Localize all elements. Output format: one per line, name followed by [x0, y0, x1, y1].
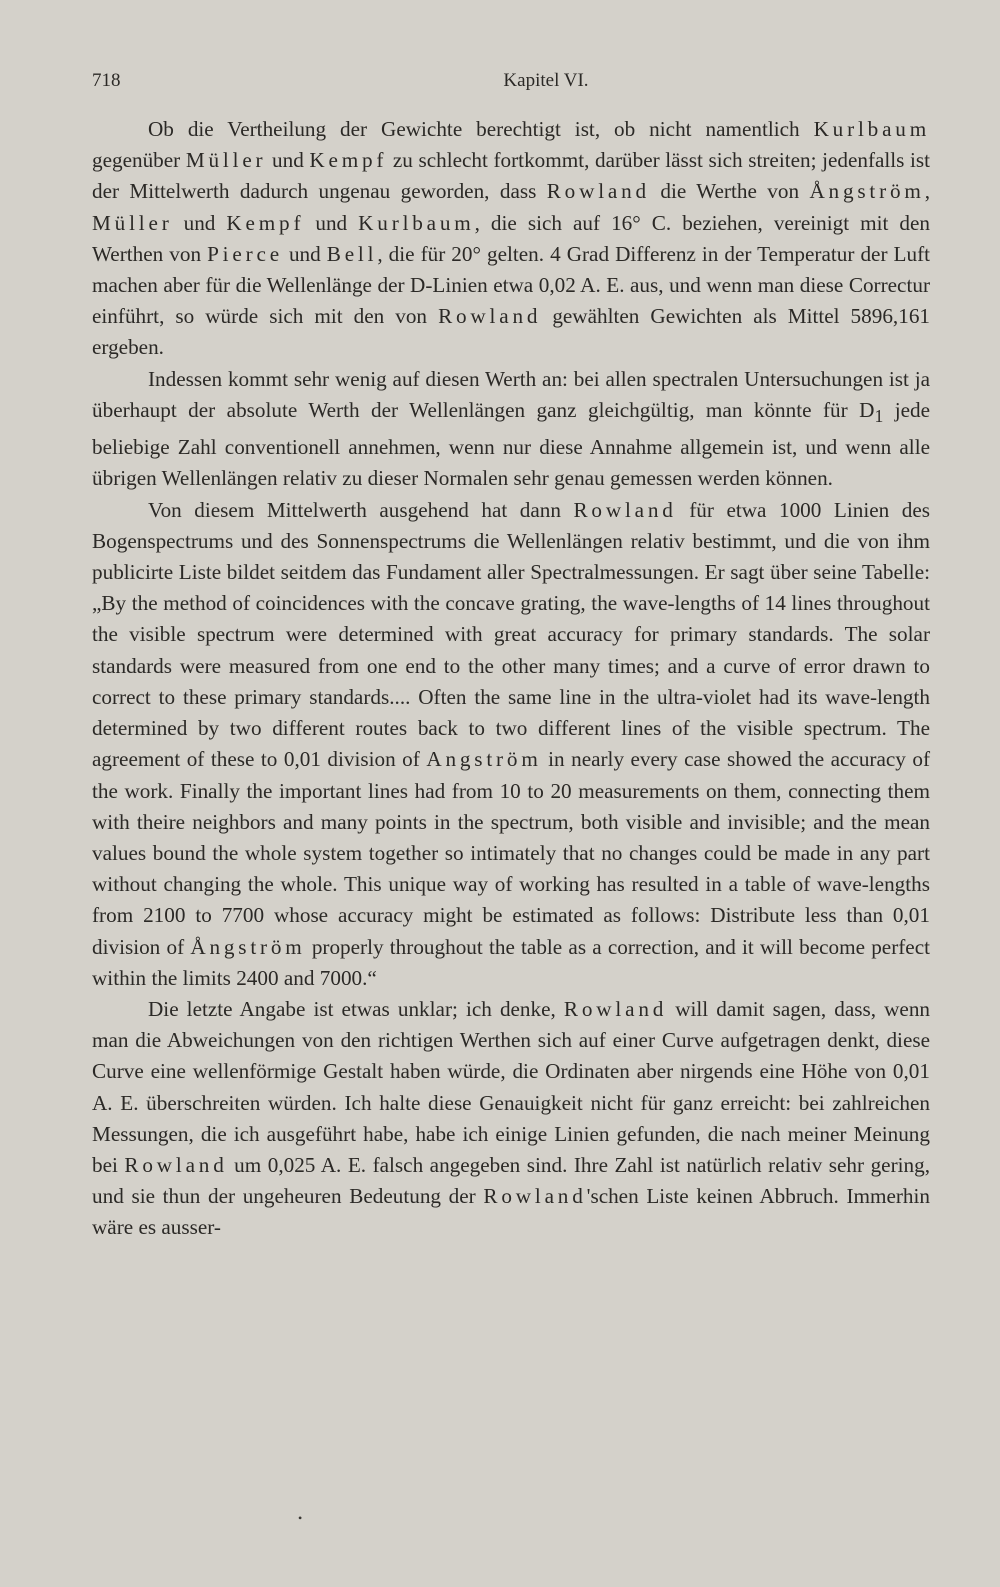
spaced-name: Angström — [426, 747, 542, 772]
spaced-name: Müller — [185, 148, 267, 173]
text-run: gegenüber — [92, 148, 181, 173]
text-run: jede beliebige Zahl conventionell annehmen, wenn nur diese Annahme allgemein ist, und wenn alle übrigen Wellenlängen relativ zu dieser Normalen sehr genau gemessen werden können. — [92, 397, 931, 491]
text-run: 'schen Liste keinen Abbruch. Immerhin wäre es ausser- — [92, 1184, 931, 1240]
spaced-name: Rowland — [483, 1184, 587, 1209]
spaced-name: Pierce — [207, 241, 283, 266]
text-run: gewählten Gewichten als Mittel 5896,161 ergeben. — [92, 304, 931, 360]
running-head: Kapitel VI. — [503, 70, 589, 91]
spaced-name: Ångström — [190, 934, 306, 959]
text-run: properly throughout the table as a correction, and it will become perfect within the limits 2400 and 7000.“ — [92, 934, 931, 990]
spaced-name: Rowland — [563, 996, 668, 1021]
text-run: in nearly every case showed the accuracy of the work. Finally the important lines had from 10 to 20 measurements on them, connecting them with theire neighbors and many points in the spectrum, both visible and invisible; and the mean values bound the whole system together so intimately that no changes could be made in any part without changing the whole. This unique way of working has resulted in a table of wave-lengths from 2100 to 7700 whose accuracy might be estimated as follows: Distribute less than 0,01 division of — [92, 747, 931, 959]
text-run: Von diesem Mittelwerth ausgehend hat dann — [148, 497, 561, 522]
spaced-name: Kempf — [309, 148, 388, 173]
paragraph-1 — [92, 114, 930, 364]
spaced-name: Kurlbaum — [813, 117, 930, 141]
spaced-name: Müller — [92, 210, 173, 235]
text-run: Ob die Vertheilung der Gewichte berechtigt ist, ob nicht namentlich — [148, 117, 800, 141]
text-run: die Werthe von — [660, 179, 800, 204]
spaced-name: Kurlbaum — [358, 210, 475, 235]
body-text — [92, 114, 930, 1244]
paragraph-2 — [92, 364, 930, 495]
spaced-name: Rowland — [546, 179, 650, 204]
text-run: um 0,025 A. E. falsch angegeben sind. Ihre Zahl ist natürlich relativ sehr gering, und sie thun der ungeheuren Bedeutung der — [92, 1152, 931, 1209]
text-run: Die letzte Angabe ist etwas unklar; ich denke, — [148, 996, 556, 1021]
spaced-name: Rowland — [438, 304, 542, 329]
text-run: Indessen kommt sehr wenig auf diesen Werth an: bei allen spectralen Untersuchungen ist ja überhaupt der absolute Werth der Wellenlängen ganz gleichgültig, man könnte für D — [92, 366, 930, 422]
page-header — [92, 70, 930, 100]
spaced-name: Kempf — [226, 210, 305, 235]
paragraph-4 — [92, 994, 930, 1244]
printer-mark: • — [298, 1511, 303, 1525]
text-run: will damit sagen, dass, wenn man die Abweichungen von den richtigen Werthen sich auf einer Curve aufgetragen denkt, diese Curve eine wellenförmige Gestalt haben würde, die Ordinaten aber nirgends eine Höhe von 0,01 A. E. überschreiten würden. Ich halte diese Genauigkeit nicht für ganz erreicht: bei zahlreichen Messungen, die ich ausgeführt habe, habe ich einige Linien gefunden, die nach meiner Meinung bei — [92, 996, 931, 1177]
subscript: 1 — [874, 406, 884, 427]
text-run: , — [924, 179, 931, 204]
spaced-name: Rowland — [124, 1152, 228, 1177]
text-run: , die sich auf 16° C. beziehen, vereinigt mit den Werthen von — [92, 210, 931, 266]
paragraph-3 — [92, 495, 930, 994]
spaced-name: Bell — [326, 241, 378, 266]
spaced-name: Rowland — [573, 497, 677, 522]
text-run: zu schlecht fortkommt, darüber lässt sich streiten; jedenfalls ist der Mittelwerth dadurch ungenau geworden, dass — [92, 148, 931, 204]
text-run: und — [272, 148, 304, 173]
spaced-name: Ångström — [809, 179, 925, 204]
text-run: und — [183, 210, 216, 235]
text-run: für etwa 1000 Linien des Bogenspectrums und des Sonnenspectrums die Wellenlängen relativ bestimmt, und die von ihm publicirte Liste bildet seitdem das Fundament aller Spectralmessungen. Er sagt über seine Tabelle: „By the method of coincidences with the concave grating, the wave-lengths of 14 lines throughout the visible spectrum were determined with great accuracy for primary standards. The solar standards were measured from one end to the other many times; and a curve of error drawn to correct to these primary standards.... Often the same line in the ultra-violet had its wave-length determined by two different routes back to two different lines of the visible spectrum. The agreement of these to 0,01 division of — [92, 497, 930, 772]
text-run: und — [315, 210, 348, 235]
page-number: 718 — [92, 70, 121, 91]
text-run: , die für 20° gelten. 4 Grad Differenz in der Temperatur der Luft machen aber für die Wellenlänge der D-Linien etwa 0,02 A. E. aus, und wenn man diese Correctur einführt, so würde sich mit den von — [92, 241, 931, 329]
text-run: und — [288, 241, 321, 266]
